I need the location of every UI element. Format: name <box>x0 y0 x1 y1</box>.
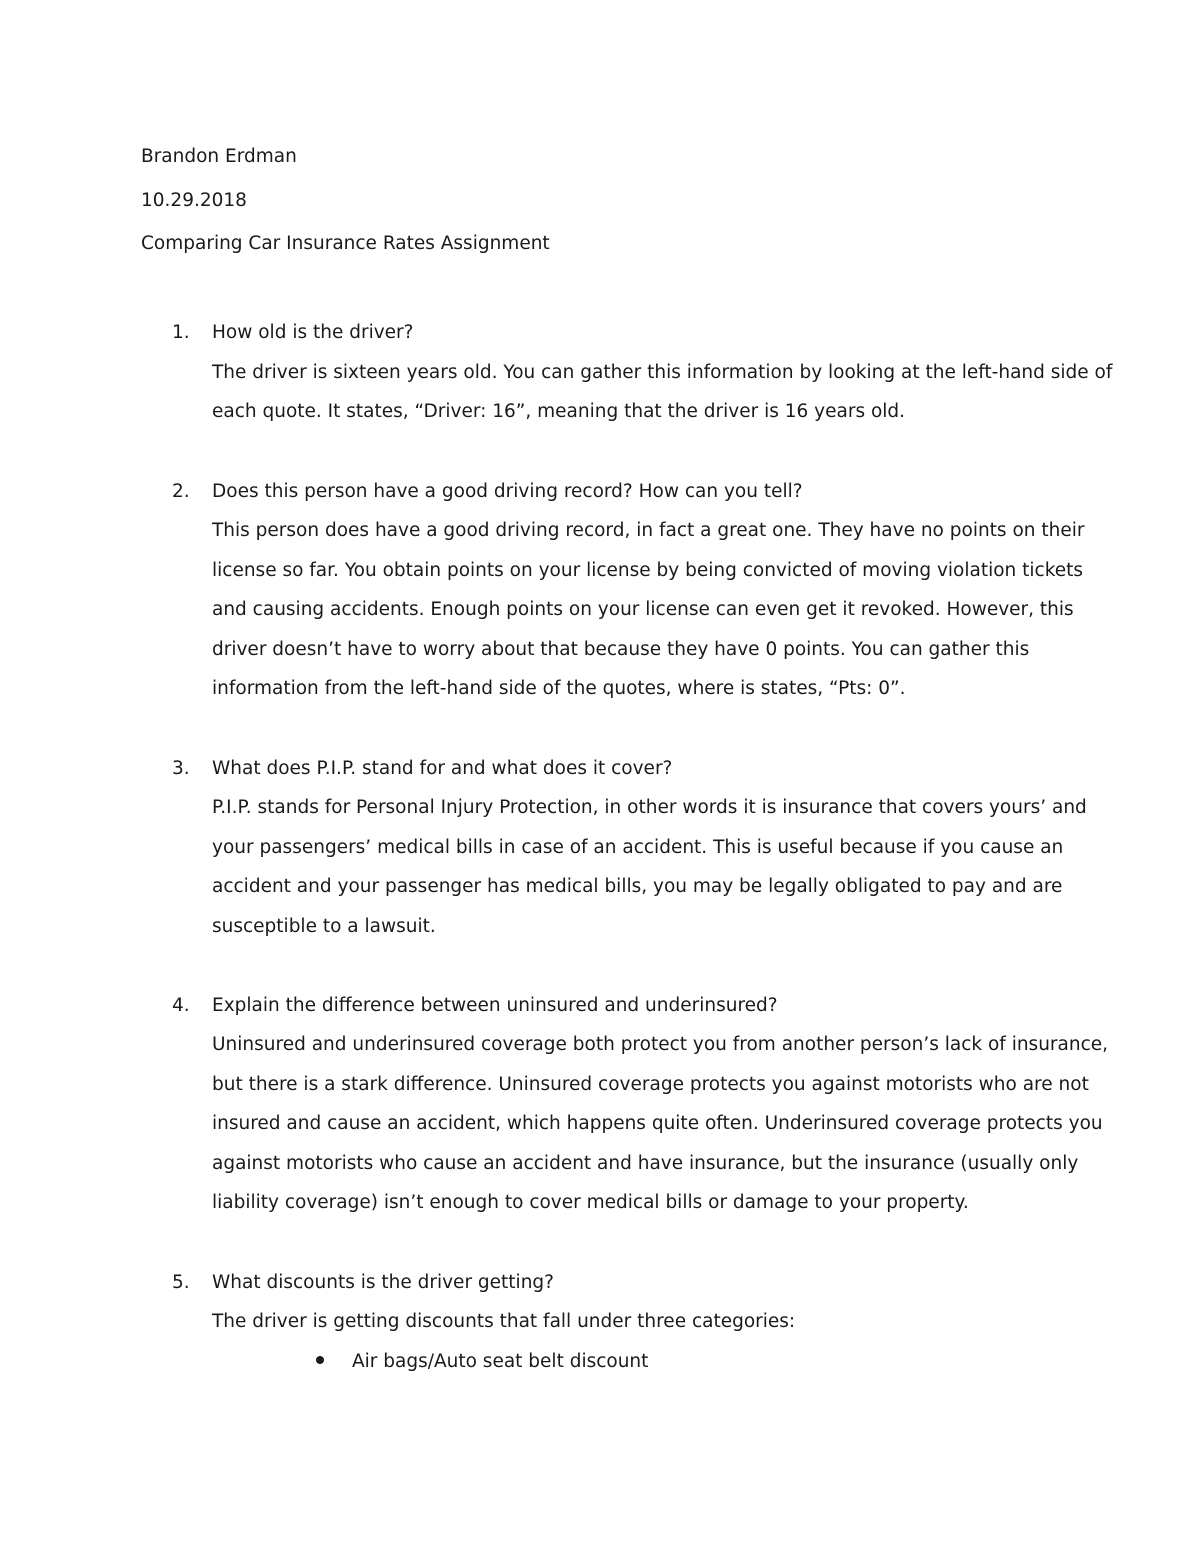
document-date: 10.29.2018 <box>141 190 247 211</box>
answer-line: your passengers’ medical bills in case of an accident. This is useful because if you cause an <box>212 837 1064 858</box>
answer-line: license so far. You obtain points on your license by being convicted of moving violation tickets <box>212 560 1084 581</box>
answer-line: P.I.P. stands for Personal Injury Protection, in other words it is insurance that covers yours’ and <box>212 797 1087 818</box>
answer-line: This person does have a good driving record, in fact a great one. They have no points on their <box>212 520 1085 541</box>
bullet-item: Air bags/Auto seat belt discount <box>352 1351 649 1372</box>
answer-line: against motorists who cause an accident and have insurance, but the insurance (usually only <box>212 1153 1079 1174</box>
question-number: 4. <box>172 995 190 1016</box>
bullet-icon <box>316 1356 324 1364</box>
answer-line: The driver is sixteen years old. You can gather this information by looking at the left-hand side of <box>212 362 1113 383</box>
answer-line: Uninsured and underinsured coverage both protect you from another person’s lack of insurance, <box>212 1034 1109 1055</box>
question-number: 1. <box>172 322 190 343</box>
question-text: What discounts is the driver getting? <box>212 1272 554 1293</box>
question-number: 3. <box>172 758 190 779</box>
answer-line: susceptible to a lawsuit. <box>212 916 436 937</box>
author-name: Brandon Erdman <box>141 146 297 167</box>
answer-line: The driver is getting discounts that fall under three categories: <box>212 1311 796 1332</box>
answer-line: information from the left-hand side of the quotes, where is states, “Pts: 0”. <box>212 678 906 699</box>
answer-line: each quote. It states, “Driver: 16”, meaning that the driver is 16 years old. <box>212 401 906 422</box>
question-text: What does P.I.P. stand for and what does it cover? <box>212 758 673 779</box>
question-text: How old is the driver? <box>212 322 414 343</box>
question-number: 5. <box>172 1272 190 1293</box>
question-text: Explain the difference between uninsured and underinsured? <box>212 995 778 1016</box>
question-text: Does this person have a good driving record? How can you tell? <box>212 481 803 502</box>
answer-line: accident and your passenger has medical bills, you may be legally obligated to pay and are <box>212 876 1063 897</box>
answer-line: liability coverage) isn’t enough to cover medical bills or damage to your property. <box>212 1192 969 1213</box>
document-title: Comparing Car Insurance Rates Assignment <box>141 233 550 254</box>
answer-line: driver doesn’t have to worry about that because they have 0 points. You can gather this <box>212 639 1030 660</box>
question-number: 2. <box>172 481 190 502</box>
answer-line: but there is a stark difference. Uninsured coverage protects you against motorists who are not <box>212 1074 1089 1095</box>
answer-line: and causing accidents. Enough points on your license can even get it revoked. However, this <box>212 599 1074 620</box>
answer-line: insured and cause an accident, which happens quite often. Underinsured coverage protects you <box>212 1113 1103 1134</box>
